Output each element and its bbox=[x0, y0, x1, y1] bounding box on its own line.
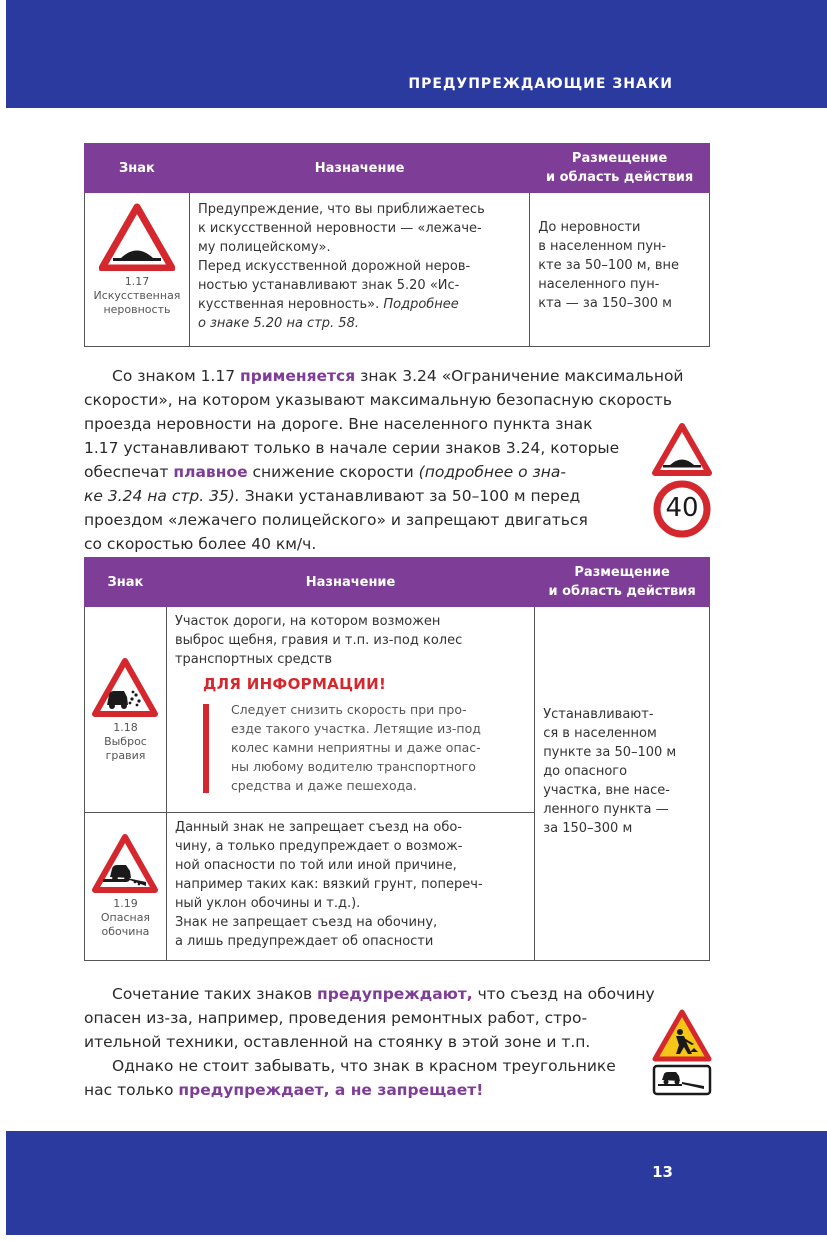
sign-cell bbox=[85, 193, 190, 347]
column-header-placement-line2: и область действия bbox=[545, 170, 694, 185]
text: обеспечат bbox=[84, 463, 174, 481]
text: Сочетание таких знаков bbox=[112, 985, 318, 1003]
purpose-cell bbox=[166, 607, 534, 813]
paragraph-line bbox=[84, 484, 712, 508]
cross-reference: о знаке 5.20 на стр. 58. bbox=[197, 316, 359, 331]
highlight-text: предупреждают, bbox=[317, 985, 473, 1003]
purpose-cell bbox=[189, 193, 529, 347]
purpose-line: например таких как: вязкий грунт, попереч- bbox=[174, 877, 483, 892]
highlight-text: плавное bbox=[173, 463, 248, 481]
placement-cell bbox=[535, 607, 710, 961]
paragraph-line bbox=[84, 364, 712, 388]
footer-band bbox=[6, 1131, 827, 1235]
sign-name: Искусственная bbox=[93, 289, 181, 302]
text: Со знаком 1.17 bbox=[112, 367, 241, 385]
placement-line: до опасного bbox=[543, 763, 628, 779]
body-paragraph bbox=[84, 982, 716, 1102]
purpose-line: ной опасности по той или иной причине, bbox=[174, 858, 457, 873]
paragraph-line: со скоростью более 40 км/ч. bbox=[84, 535, 317, 553]
purpose-line: ностью устанавливают знак 5.20 «Ис- bbox=[197, 278, 460, 293]
text: Знаки устанавливают за 50–100 м перед bbox=[239, 487, 581, 505]
speed-limit-value: 40 bbox=[665, 493, 699, 523]
info-line: средства и даже пешехода. bbox=[230, 778, 417, 793]
purpose-line: Данный знак не запрещает съезд на обо- bbox=[174, 820, 463, 835]
cross-reference: Подробнее bbox=[383, 297, 459, 312]
placement-line: в населенном пун- bbox=[538, 239, 667, 254]
purpose-line: чину, а только предупреждает о возмож- bbox=[174, 839, 463, 854]
info-line: ны любому водителю транспортного bbox=[230, 759, 476, 774]
paragraph-line bbox=[84, 982, 716, 1006]
page-number: 13 bbox=[652, 1163, 673, 1181]
sign-number: 1.18 bbox=[113, 721, 138, 734]
text: снижение скорости bbox=[247, 463, 419, 481]
highlight-text: применяется bbox=[240, 367, 356, 385]
cross-reference: ке 3.24 на стр. 35). bbox=[84, 487, 240, 505]
column-header-sign: Знак bbox=[85, 144, 190, 193]
paragraph-line: ительной техники, оставленной на стоянку в этой зоне и т.п. bbox=[84, 1033, 591, 1051]
purpose-line: а лишь предупреждает об опасности bbox=[174, 934, 434, 949]
paragraph-line: 1.17 устанавливают только в начале серии знаков 3.24, которые bbox=[84, 439, 620, 457]
column-header-placement-line1: Размещение bbox=[574, 565, 670, 580]
sign-number: 1.17 bbox=[124, 275, 150, 288]
info-box bbox=[203, 700, 526, 795]
text: нас только bbox=[84, 1081, 179, 1099]
speed-limit-sign-icon bbox=[653, 480, 711, 538]
sign-cell bbox=[85, 607, 167, 813]
cross-reference: (подробнее о зна- bbox=[418, 463, 566, 481]
purpose-line bbox=[198, 295, 521, 314]
purpose-line: к искусственной неровности — «лежаче- bbox=[197, 221, 482, 236]
sign-table-1 bbox=[84, 143, 710, 347]
paragraph-line: скорости», на котором указывают максимальную безопасную скорость bbox=[84, 391, 672, 409]
paragraph-line: проезда неровности на дороге. Вне населенного пункта знак bbox=[84, 415, 593, 433]
column-header-purpose: Назначение bbox=[189, 144, 529, 193]
sign-name: Опасная bbox=[100, 911, 151, 924]
paragraph-line: опасен из-за, например, проведения ремонтных работ, стро- bbox=[84, 1009, 588, 1027]
purpose-line: Перед искусственной дорожной неров- bbox=[197, 259, 471, 274]
purpose-line: Знак не запрещает съезд на обочину, bbox=[174, 915, 438, 930]
highlight-text: предупреждает, а не запрещает! bbox=[178, 1081, 484, 1099]
placement-line: ленного пункта — bbox=[543, 801, 669, 817]
purpose-text: кусственная неровность». bbox=[197, 297, 384, 312]
purpose-line: ный уклон обочины и т.д.). bbox=[174, 896, 361, 911]
dangerous-shoulder-sign-icon bbox=[92, 833, 158, 893]
sign-table-2 bbox=[84, 557, 710, 961]
purpose-line: транспортных средств bbox=[174, 652, 333, 667]
sign-name: гравия bbox=[105, 749, 146, 762]
sign-name: обочина bbox=[101, 925, 150, 938]
column-header-sign: Знак bbox=[85, 558, 167, 607]
sign-cell bbox=[85, 813, 167, 961]
paragraph-line bbox=[84, 1078, 716, 1102]
info-line: езде такого участка. Летящие из-под bbox=[230, 721, 481, 736]
paragraph-line: Однако не стоит забывать, что знак в красном треугольнике bbox=[112, 1057, 616, 1075]
text: знак 3.24 «Ограничение максимальной bbox=[355, 367, 684, 385]
placement-line: населенного пун- bbox=[538, 277, 660, 292]
column-header-placement bbox=[535, 558, 710, 607]
sign-number: 1.19 bbox=[113, 897, 138, 910]
sign-name: неровность bbox=[103, 303, 171, 316]
info-heading: ДЛЯ ИНФОРМАЦИИ! bbox=[202, 675, 387, 693]
gravel-ejection-sign-icon bbox=[92, 657, 158, 717]
info-line: Следует снизить скорость при про- bbox=[230, 702, 467, 717]
info-accent-bar bbox=[203, 704, 209, 793]
purpose-line: Участок дороги, на котором возможен bbox=[174, 614, 441, 629]
purpose-line: Предупреждение, что вы приближаетесь bbox=[197, 202, 485, 217]
purpose-line: выброс щебня, гравия и т.п. из-под колес bbox=[174, 633, 463, 648]
placement-cell bbox=[530, 193, 710, 347]
section-title: ПРЕДУПРЕЖДАЮЩИЕ ЗНАКИ bbox=[408, 76, 673, 92]
sign-name: Выброс bbox=[104, 735, 147, 748]
artificial-bump-sign-icon bbox=[652, 422, 712, 476]
purpose-line: му полицейскому». bbox=[197, 240, 331, 255]
text: что съезд на обочину bbox=[472, 985, 655, 1003]
placement-line: Устанавливают- bbox=[543, 706, 654, 722]
placement-line: участка, вне насе- bbox=[543, 782, 670, 798]
placement-line: пункте за 50–100 м bbox=[543, 744, 677, 760]
paragraph-line bbox=[84, 460, 712, 484]
placement-line: кте за 50–100 м, вне bbox=[538, 258, 680, 273]
paragraph-line: проездом «лежачего полицейского» и запрещают двигаться bbox=[84, 511, 588, 529]
dangerous-shoulder-plate-icon bbox=[652, 1064, 712, 1096]
column-header-placement bbox=[530, 144, 710, 193]
placement-line: кта — за 150–300 м bbox=[538, 296, 672, 311]
placement-line: До неровности bbox=[538, 220, 641, 235]
purpose-cell bbox=[166, 813, 534, 961]
column-header-purpose: Назначение bbox=[166, 558, 534, 607]
placement-line: ся в населенном bbox=[543, 725, 657, 741]
column-header-placement-line1: Размещение bbox=[571, 151, 668, 166]
body-paragraph bbox=[84, 364, 712, 556]
column-header-placement-line2: и область действия bbox=[548, 584, 696, 599]
info-line: колес камни неприятны и даже опас- bbox=[230, 740, 481, 755]
artificial-bump-sign-icon bbox=[99, 203, 175, 271]
road-works-sign-icon bbox=[652, 1008, 712, 1062]
placement-line: за 150–300 м bbox=[543, 820, 633, 836]
